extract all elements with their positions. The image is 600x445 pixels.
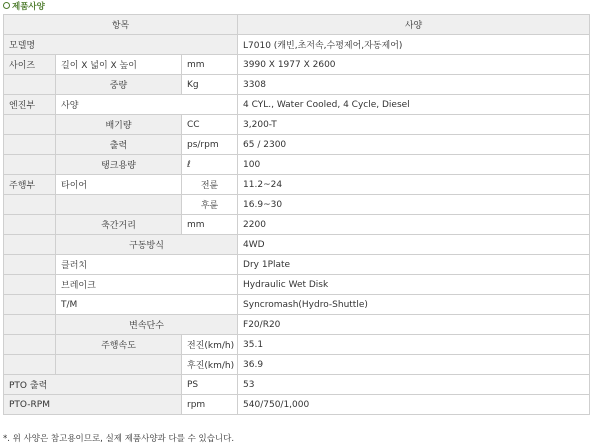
- table-row: [4, 195, 590, 215]
- row-unit: rpm: [182, 395, 238, 415]
- row-label: 브레이크: [56, 275, 238, 295]
- row-group-label: 엔진부: [4, 95, 56, 115]
- row-label: T/M: [56, 295, 238, 315]
- row-value: 53: [238, 375, 590, 395]
- row-sub-label: 사양: [56, 95, 238, 115]
- row-value: 4WD: [238, 235, 590, 255]
- table-row: [4, 55, 590, 75]
- row-value: 3990 X 1977 X 2600: [238, 55, 590, 75]
- row-value: 16.9~30: [238, 195, 590, 215]
- row-value: Dry 1Plate: [238, 255, 590, 275]
- row-label: 탱크용량: [56, 155, 182, 175]
- row-value: 3308: [238, 75, 590, 95]
- row-unit: ps/rpm: [182, 135, 238, 155]
- table-row: [4, 155, 590, 175]
- row-label: 주행속도: [56, 335, 182, 355]
- row-value: 3,200-T: [238, 115, 590, 135]
- row-value: 35.1: [238, 335, 590, 355]
- row-unit: Kg: [182, 75, 238, 95]
- row-label: 배기량: [56, 115, 182, 135]
- row-label: 축간거리: [56, 215, 182, 235]
- row-sub-label: 길이 X 넓이 X 높이: [56, 55, 182, 75]
- row-value: 540/750/1,000: [238, 395, 590, 415]
- table-row: [4, 35, 590, 55]
- table-row: [4, 95, 590, 115]
- row-label: 출력: [56, 135, 182, 155]
- row-label: 변속단수: [56, 315, 238, 335]
- row-value: Hydraulic Wet Disk: [238, 275, 590, 295]
- circle-bullet-icon: [3, 2, 10, 9]
- row-unit: 후진(km/h): [182, 355, 238, 375]
- row-unit: PS: [182, 375, 238, 395]
- row-value: L7010 (캐빈,초저속,수평제어,자동제어): [238, 35, 590, 55]
- table-row: [4, 275, 590, 295]
- row-label: 클러치: [56, 255, 238, 275]
- table-row: [4, 135, 590, 155]
- row-unit: 후륜: [182, 195, 238, 215]
- row-unit: ℓ: [182, 155, 238, 175]
- section-title: [3, 1, 45, 13]
- row-label: PTO 출력: [4, 375, 182, 395]
- row-value: 2200: [238, 215, 590, 235]
- row-value: 11.2~24: [238, 175, 590, 195]
- row-unit: CC: [182, 115, 238, 135]
- table-row: [4, 375, 590, 395]
- row-unit: 전진(km/h): [182, 335, 238, 355]
- row-value: 36.9: [238, 355, 590, 375]
- table-row: [4, 395, 590, 415]
- row-unit: mm: [182, 215, 238, 235]
- table-row: [4, 215, 590, 235]
- row-group-label: 사이즈: [4, 55, 56, 75]
- table-row: [4, 295, 590, 315]
- section-title-text: 제품사양: [12, 2, 45, 12]
- row-unit: mm: [182, 55, 238, 75]
- table-row: [4, 75, 590, 95]
- table-row: [4, 315, 590, 335]
- row-value: 65 / 2300: [238, 135, 590, 155]
- row-label: 모델명: [4, 35, 238, 55]
- table-row: [4, 335, 590, 355]
- row-sub-label: 타이어: [56, 175, 182, 195]
- table-row: [4, 235, 590, 255]
- header-item: 항목: [4, 15, 238, 35]
- footnote: *. 위 사양은 참고용이므로, 실제 제품사양과 다를 수 있습니다.: [3, 434, 235, 444]
- row-unit: 전륜: [182, 175, 238, 195]
- row-value: 4 CYL., Water Cooled, 4 Cycle, Diesel: [238, 95, 590, 115]
- spec-table: [3, 14, 590, 415]
- row-group-label: 주행부: [4, 175, 56, 195]
- table-row: [4, 255, 590, 275]
- row-label: 중량: [56, 75, 182, 95]
- row-value: Syncromash(Hydro-Shuttle): [238, 295, 590, 315]
- table-header-row: [4, 15, 590, 35]
- table-row: [4, 115, 590, 135]
- row-value: F20/R20: [238, 315, 590, 335]
- header-spec: 사양: [238, 15, 590, 35]
- row-label: 구동방식: [56, 235, 238, 255]
- row-label: PTO-RPM: [4, 395, 182, 415]
- table-row: [4, 355, 590, 375]
- row-value: 100: [238, 155, 590, 175]
- table-row: [4, 175, 590, 195]
